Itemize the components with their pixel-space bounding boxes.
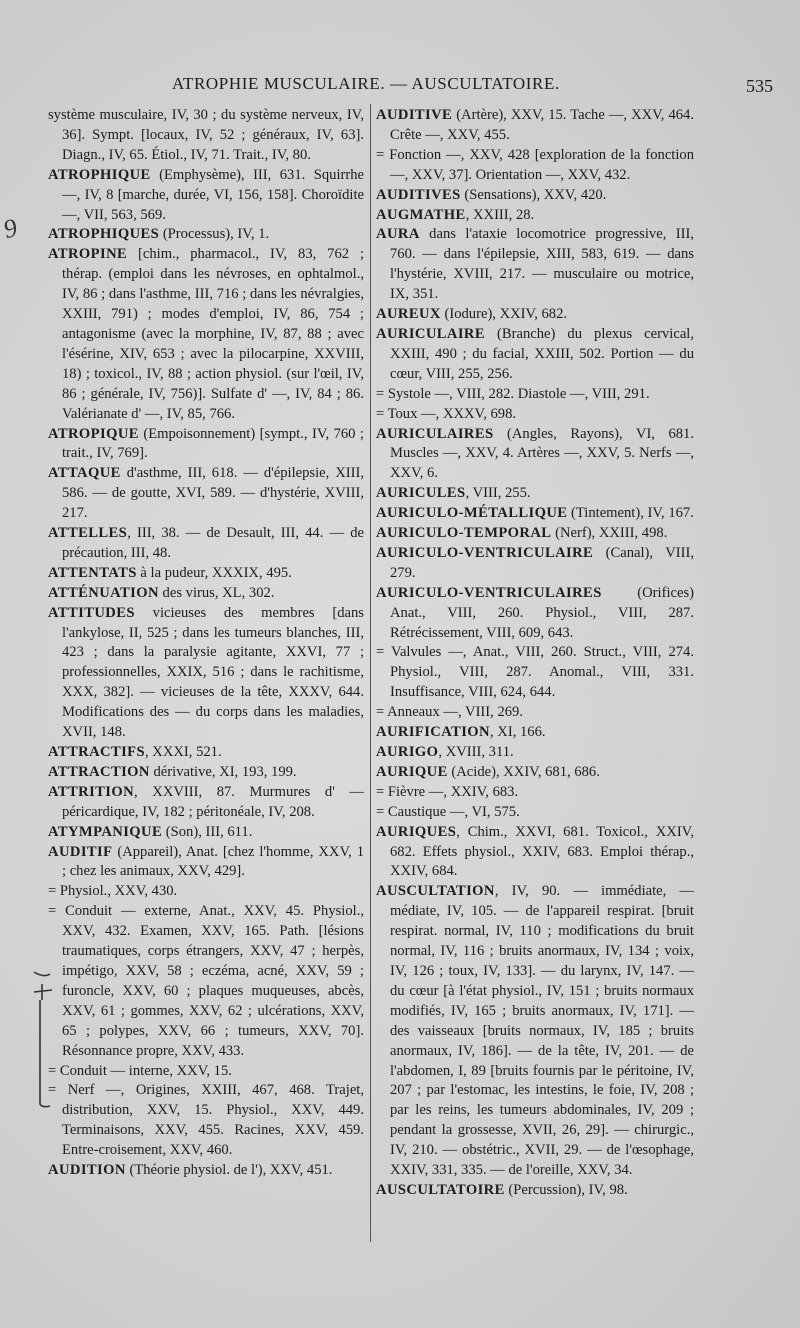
entry-headword: ATTRACTIFS (48, 744, 145, 760)
entry-headword: AURICULO-MÉTALLIQUE (376, 505, 568, 522)
index-entry (48, 843, 364, 883)
index-entry (376, 703, 694, 723)
index-entry (48, 743, 364, 763)
entry-text: (Théorie physiol. de l'), XXV, 451. (125, 1162, 333, 1179)
left-column (48, 106, 364, 1181)
column-divider (370, 104, 371, 1242)
entry-text: (Nerf), XXIII, 498. (551, 525, 668, 542)
entry-headword: AURIGO (376, 744, 439, 760)
entry-headword: AURICULES (376, 485, 466, 502)
entry-headword: AURICULO-VENTRICULAIRE (376, 544, 594, 561)
entry-headword: ATTELLES (48, 525, 128, 542)
index-entry (48, 763, 364, 783)
entry-text: (Acide), XXIV, 681, 686. (447, 763, 600, 780)
entry-text: , XI, 166. (490, 724, 546, 741)
index-entry (48, 524, 364, 564)
index-entry (48, 1081, 364, 1161)
entry-text: , III, 38. — de Desault, III, 44. — de précaution, III, 48. (62, 525, 364, 561)
index-entry (48, 564, 364, 584)
index-entry (48, 245, 364, 424)
entry-headword: ATTAQUE (48, 465, 121, 482)
entry-headword: ATROPHIQUES (48, 226, 160, 243)
entry-text: (Appareil), Anat. [chez l'homme, XXV, 1 ; chez les animaux, XXV, 429]. (62, 843, 364, 880)
running-header (0, 74, 800, 100)
entry-text: (Tintement), IV, 167. (567, 505, 694, 522)
entry-text: dérivative, XI, 193, 199. (149, 763, 297, 780)
entry-text: = Conduit — externe, Anat., XXV, 45. Physiol., XXV, 432. Examen, XXV, 165. Path. [lésions traumatiques, corps étrangers, XXV, 47 ; herpès, impétigo, XXV, 58 ; eczéma, acné, XXV, 59 ; furoncle, XXV, 60 ; plaques muqueuses, abcès, XXV, 61 ; gommes, XXV, 62 ; ulcérations, XXV, 65 ; polypes, XXV, 66 ; tumeurs, XXV, 70]. Résonnance propre, XXV, 433. (48, 903, 364, 1059)
entry-text: des virus, XL, 302. (158, 584, 275, 601)
entry-text: , VIII, 255. (465, 485, 531, 502)
entry-text: = Conduit — interne, XXV, 15. (48, 1062, 232, 1079)
index-entry (376, 385, 694, 405)
entry-text: , XXXI, 521. (145, 744, 222, 760)
entry-text: = Toux —, XXXV, 698. (376, 405, 517, 422)
entry-headword: AURICULO-VENTRICULAIRES (376, 584, 602, 601)
index-entry (48, 783, 364, 823)
entry-text: = Caustique —, VI, 575. (376, 803, 520, 820)
entry-headword: AUDITION (48, 1162, 126, 1179)
index-entry (48, 1161, 364, 1181)
index-entry (376, 584, 694, 644)
page-number: 535 (746, 76, 773, 96)
entry-text: = Physiol., XXV, 430. (48, 883, 178, 900)
entry-headword: AURIFICATION (376, 724, 490, 741)
index-entry (376, 425, 694, 485)
entry-text: (Branche) du plexus cervical, XXIII, 490 ; du facial, XXIII, 502. Portion — du cœur, VIII, 255, 256. (390, 325, 694, 382)
entry-headword: AUSCULTATOIRE (376, 1181, 505, 1198)
index-entry (376, 823, 694, 883)
entry-text: (Emphysème), III, 631. Squirrhe —, IV, 8 [marche, durée, VI, 156, 158]. Choroïdite —, VII, 563, 569. (62, 166, 364, 223)
index-entry (48, 604, 364, 743)
entry-headword: AURICULO-TEMPORAL (376, 525, 552, 542)
entry-headword: AUREUX (376, 306, 441, 323)
index-entry (376, 484, 694, 504)
index-entry (48, 425, 364, 465)
index-entry (376, 743, 694, 763)
entry-text: (Orifices) Anat., VIII, 260. Physiol., VIII, 287. Rétrécissement, VIII, 609, 643. (390, 584, 694, 641)
pencil-annotation: 9 (0, 212, 21, 245)
entry-headword: AUDITIF (48, 843, 113, 860)
entry-headword: ATTÉNUATION (48, 584, 159, 601)
entry-text: (Son), III, 611. (162, 823, 253, 840)
entry-headword: AUGMATHE (376, 206, 466, 223)
entry-text: (Artère), XXV, 15. Tache —, XXV, 464. Crête —, XXV, 455. (390, 107, 694, 143)
index-entry (376, 524, 694, 544)
entry-text: (Sensations), XXV, 420. (460, 186, 607, 203)
index-entry (48, 882, 364, 902)
index-entry (376, 106, 694, 146)
entry-text: = Anneaux —, VIII, 269. (376, 704, 523, 721)
entry-headword: ATTENTATS (48, 564, 137, 581)
index-entry (376, 803, 694, 823)
entry-text: (Empoisonnement) [sympt., IV, 760 ; trait., IV, 769]. (62, 425, 364, 462)
entry-text: = Systole —, VIII, 282. Diastole —, VIII, 291. (376, 385, 650, 402)
index-entry (376, 206, 694, 226)
index-entry (376, 186, 694, 206)
entry-text: , Chim., XXVI, 681. Toxicol., XXIV, 682. Effets physiol., XXIV, 683. Emploi thérap., XXIV, 684. (390, 823, 694, 880)
index-entry (48, 584, 364, 604)
index-entry (376, 882, 694, 1181)
entry-text: , XXVIII, 87. Murmures d' — péricardique, IV, 182 ; péritonéale, IV, 208. (62, 783, 364, 820)
entry-headword: AURA (376, 226, 420, 243)
index-entry (48, 902, 364, 1061)
entry-text: , IV, 90. — immédiate, — médiate, IV, 105. — de l'appareil respirat. [bruit respirat. normal, IV, 110 ; modifications du bruit normal, IV, 116 ; bruits anormaux, IV, 134 ; voix, IV, 126 ; toux, IV, 133]. — du larynx, IV, 147. — du cœur [à l'état physiol., IV, 151 ; bruits normaux modifiés, IV, 165 ; bruits anormaux, IV, 171]. — des vaisseaux [bruits normaux, IV, 185 ; bruits anormaux, IV, 186]. — de la tête, IV, 201. — de l'abdomen, I, 89 [bruits fournis par le péritoine, IV, 207 ; par l'estomac, les intestins, le foie, IV, 208 ; par les reins, les tumeurs abdominales, IV, 209 ; pendant la grossesse, XVII, 26, 29]. — chirurgic., IV, 210. — obstétric., XVII, 29. — de l'œsophage, XXIV, 331, 335. — de l'oreille, XXV, 34. (390, 883, 694, 1179)
index-entry (376, 643, 694, 703)
index-entry (48, 823, 364, 843)
entry-headword: ATROPHIQUE (48, 166, 151, 183)
entry-text: = Nerf —, Origines, XXIII, 467, 468. Trajet, distribution, XXV, 15. Physiol., XXV, 449. Terminaisons, XXV, 455. Racines, XXV, 459. Entre-croisement, XXV, 460. (48, 1082, 364, 1159)
entry-headword: ATYMPANIQUE (48, 823, 163, 840)
index-entry (376, 763, 694, 783)
index-entry (376, 723, 694, 743)
index-entry (376, 544, 694, 584)
index-entry (376, 1181, 694, 1201)
index-entry (48, 464, 364, 524)
entry-text: , XXIII, 28. (465, 206, 535, 223)
entry-headword: AUSCULTATION (376, 883, 495, 900)
entry-headword: ATROPIQUE (48, 425, 139, 442)
entry-text: système musculaire, IV, 30 ; du système nerveux, IV, 36]. Sympt. [locaux, IV, 52 ; généraux, IV, 63]. Diagn., IV, 65. Étiol., IV, 71. Trait., IV, 80. (48, 107, 364, 163)
index-entry (376, 405, 694, 425)
entry-headword: AUDITIVE (376, 107, 453, 123)
entry-headword: AURIQUES (376, 823, 457, 840)
entry-text: = Fièvre —, XXIV, 683. (376, 783, 519, 800)
entry-headword: AUDITIVES (376, 186, 461, 203)
index-entry (48, 225, 364, 245)
index-entry (48, 1062, 364, 1082)
index-entry (376, 504, 694, 524)
entry-headword: ATTITUDES (48, 604, 135, 621)
entry-text: = Fonction —, XXV, 428 [exploration de la fonction —, XXV, 37]. Orientation —, XXV, 432. (376, 146, 694, 183)
index-entry (376, 305, 694, 325)
index-entry (376, 325, 694, 385)
index-entry (376, 146, 694, 186)
index-entry (376, 225, 694, 305)
entry-text: [chim., pharmacol., IV, 83, 762 ; thérap. (emploi dans les névroses, en ophtalmol., IV, 86 ; dans l'asthme, III, 716 ; dans les névralgies, XXIII, 791) ; modes d'emploi, IV, 86, 754 ; antagonisme (avec la morphine, IV, 87, 88 ; avec l'ésérine, XIV, 653 ; avec la pilocarpine, XXVIII, 18) ; toxicol., IV, 88 ; action physiol. (sur l'œil, IV, 86 ; générale, IV, 756)]. Sulfate d' —, IV, 84 ; 86. Valérianate d' —, IV, 85, 766. (62, 246, 364, 422)
index-entry (376, 783, 694, 803)
entry-text: (Processus), IV, 1. (159, 226, 270, 243)
entry-headword: AURICULAIRES (376, 425, 494, 442)
right-column (376, 106, 694, 1201)
entry-text: d'asthme, III, 618. — d'épilepsie, XIII, 586. — de goutte, XVI, 589. — d'hystérie, XVIII, 217. (62, 465, 364, 522)
entry-headword: ATTRACTION (48, 763, 150, 780)
entry-text: (Canal), VIII, 279. (390, 544, 694, 581)
entry-text: dans l'ataxie locomotrice progressive, III, 760. — dans l'épilepsie, XIII, 583, 619. — dans l'hystérie, XVIII, 217. — musculaire ou motrice, IX, 351. (390, 226, 694, 303)
entry-text: à la pudeur, XXXIX, 495. (136, 564, 292, 581)
entry-headword: ATTRITION (48, 783, 135, 800)
entry-text: (Angles, Rayons), VI, 681. Muscles —, XXV, 4. Artères —, XXV, 5. Nerfs —, XXV, 6. (390, 425, 694, 482)
page-title: ATROPHIE MUSCULAIRE. — AUSCULTATOIRE. (172, 74, 560, 93)
entry-headword: AURIQUE (376, 763, 448, 780)
index-entry (48, 106, 364, 166)
entry-text: , XVIII, 311. (438, 744, 514, 760)
entry-text: vicieuses des membres [dans l'ankylose, II, 525 ; dans les tumeurs blanches, III, 423 ; dans la paralysie agitante, XXVI, 77 ; professionnelles, XXIX, 516 ; dans le rachitisme, XXX, 382]. — vicieuses de la tête, XXXV, 644. Modifications des — du corps dans les maladies, XVII, 148. (62, 604, 364, 741)
entry-text: (Iodure), XXIV, 682. (440, 306, 568, 323)
index-entry (48, 166, 364, 226)
entry-text: (Percussion), IV, 98. (504, 1181, 628, 1198)
entry-text: = Valvules —, Anat., VIII, 260. Struct., VIII, 274. Physiol., VIII, 287. Anomal., VIII, 331. Insuffisance, VIII, 624, 644. (376, 644, 694, 701)
entry-headword: AURICULAIRE (376, 325, 486, 342)
entry-headword: ATROPINE (48, 246, 128, 263)
